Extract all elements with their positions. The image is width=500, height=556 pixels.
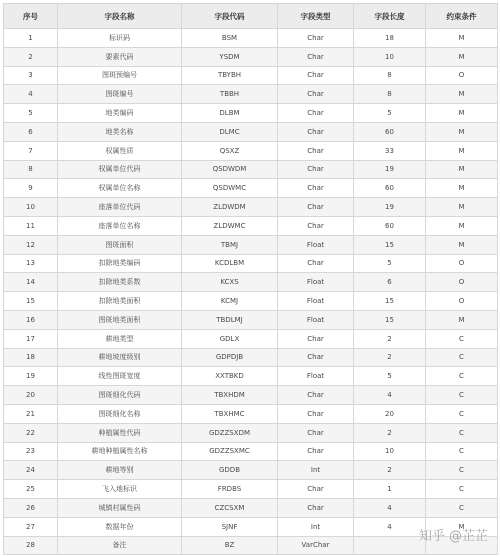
cell-field-type: Char [278, 216, 354, 235]
cell-field-name: 图斑细化代码 [58, 386, 182, 405]
cell-constraint: M [426, 216, 498, 235]
cell-field-code: ZLDWMC [182, 216, 278, 235]
cell-field-length: 4 [354, 386, 426, 405]
cell-field-code: KCXS [182, 273, 278, 292]
table-row [4, 386, 498, 405]
cell-constraint: O [426, 66, 498, 85]
table-body [4, 29, 498, 555]
cell-field-type: Char [278, 423, 354, 442]
cell-field-length: 6 [354, 273, 426, 292]
cell-field-length: 18 [354, 29, 426, 48]
cell-field-length: 1 [354, 480, 426, 499]
cell-constraint: M [426, 104, 498, 123]
cell-constraint: C [426, 329, 498, 348]
header-field-length: 字段长度 [354, 4, 426, 29]
cell-field-type: Int [278, 461, 354, 480]
cell-field-name: 座落单位名称 [58, 216, 182, 235]
table-row [4, 47, 498, 66]
cell-seq: 7 [4, 141, 58, 160]
cell-field-code: BSM [182, 29, 278, 48]
cell-field-name: 图斑面积 [58, 235, 182, 254]
cell-field-name: 备注 [58, 536, 182, 555]
cell-seq: 5 [4, 104, 58, 123]
cell-field-name: 图斑编号 [58, 85, 182, 104]
cell-field-length: 2 [354, 461, 426, 480]
header-constraint: 约束条件 [426, 4, 498, 29]
cell-seq: 21 [4, 404, 58, 423]
cell-field-length: 20 [354, 404, 426, 423]
cell-field-length: 15 [354, 292, 426, 311]
cell-field-length: 5 [354, 104, 426, 123]
table-row [4, 461, 498, 480]
table-row [4, 179, 498, 198]
cell-seq: 13 [4, 254, 58, 273]
cell-constraint: M [426, 179, 498, 198]
cell-seq: 14 [4, 273, 58, 292]
cell-constraint: M [426, 141, 498, 160]
cell-seq: 12 [4, 235, 58, 254]
cell-field-length: 2 [354, 348, 426, 367]
header-field-name: 字段名称 [58, 4, 182, 29]
cell-field-code: TBXHMC [182, 404, 278, 423]
cell-seq: 19 [4, 367, 58, 386]
cell-constraint: M [426, 29, 498, 48]
cell-field-type: Char [278, 329, 354, 348]
cell-constraint: C [426, 498, 498, 517]
table-row [4, 29, 498, 48]
cell-field-name: 数据年份 [58, 517, 182, 536]
cell-field-name: 扣除地类编码 [58, 254, 182, 273]
cell-seq: 20 [4, 386, 58, 405]
cell-field-length: 4 [354, 498, 426, 517]
cell-field-type: Char [278, 141, 354, 160]
cell-field-code: GDZZSXMC [182, 442, 278, 461]
cell-field-code: TBMJ [182, 235, 278, 254]
cell-field-length [354, 536, 426, 555]
cell-field-type: Float [278, 292, 354, 311]
cell-constraint: M [426, 235, 498, 254]
cell-field-code: XXTBKD [182, 367, 278, 386]
cell-field-type: Char [278, 85, 354, 104]
cell-field-length: 60 [354, 179, 426, 198]
cell-field-name: 权属单位名称 [58, 179, 182, 198]
cell-field-length: 19 [354, 198, 426, 217]
cell-field-code: GDZZSXDM [182, 423, 278, 442]
cell-field-name: 飞入地标识 [58, 480, 182, 499]
cell-field-name: 要素代码 [58, 47, 182, 66]
cell-field-type: Char [278, 348, 354, 367]
cell-field-name: 座落单位代码 [58, 198, 182, 217]
cell-field-length: 19 [354, 160, 426, 179]
cell-seq: 27 [4, 517, 58, 536]
cell-constraint: M [426, 517, 498, 536]
cell-field-type: Char [278, 179, 354, 198]
table-row [4, 141, 498, 160]
table-row [4, 273, 498, 292]
cell-field-name: 耕地类型 [58, 329, 182, 348]
table-row [4, 404, 498, 423]
cell-field-name: 图斑地类面积 [58, 310, 182, 329]
cell-field-name: 标识码 [58, 29, 182, 48]
cell-seq: 6 [4, 122, 58, 141]
cell-seq: 8 [4, 160, 58, 179]
cell-field-type: Char [278, 442, 354, 461]
cell-field-name: 耕地种植属性名称 [58, 442, 182, 461]
cell-seq: 22 [4, 423, 58, 442]
cell-field-name: 线性图斑宽度 [58, 367, 182, 386]
cell-field-type: Int [278, 517, 354, 536]
cell-field-type: Char [278, 66, 354, 85]
header-field-code: 字段代码 [182, 4, 278, 29]
cell-constraint: M [426, 310, 498, 329]
cell-field-length: 15 [354, 310, 426, 329]
cell-field-length: 8 [354, 85, 426, 104]
cell-seq: 15 [4, 292, 58, 311]
table-row [4, 423, 498, 442]
cell-field-code: KCMJ [182, 292, 278, 311]
cell-field-name: 图斑细化名称 [58, 404, 182, 423]
table-row [4, 216, 498, 235]
cell-constraint: C [426, 461, 498, 480]
cell-field-code: CZCSXM [182, 498, 278, 517]
cell-field-name: 扣除地类面积 [58, 292, 182, 311]
cell-constraint: M [426, 122, 498, 141]
cell-seq: 3 [4, 66, 58, 85]
cell-constraint: O [426, 273, 498, 292]
cell-constraint: C [426, 348, 498, 367]
cell-field-length: 2 [354, 423, 426, 442]
cell-field-length: 8 [354, 66, 426, 85]
cell-field-length: 60 [354, 122, 426, 141]
cell-field-code: ZLDWDM [182, 198, 278, 217]
cell-field-length: 60 [354, 216, 426, 235]
table-header-row [4, 4, 498, 29]
table-row [4, 85, 498, 104]
cell-field-name: 耕地等别 [58, 461, 182, 480]
table-row [4, 66, 498, 85]
cell-field-code: DLBM [182, 104, 278, 123]
cell-seq: 25 [4, 480, 58, 499]
cell-field-code: GDLX [182, 329, 278, 348]
table-row [4, 442, 498, 461]
cell-field-code: QSXZ [182, 141, 278, 160]
cell-field-type: Char [278, 104, 354, 123]
table-row [4, 310, 498, 329]
cell-seq: 2 [4, 47, 58, 66]
cell-field-name: 权属性质 [58, 141, 182, 160]
cell-constraint: C [426, 367, 498, 386]
cell-field-type: Float [278, 367, 354, 386]
cell-field-code: YSDM [182, 47, 278, 66]
table-row [4, 254, 498, 273]
cell-seq: 23 [4, 442, 58, 461]
table-row [4, 235, 498, 254]
cell-field-length: 4 [354, 517, 426, 536]
cell-field-type: Char [278, 404, 354, 423]
cell-constraint: M [426, 198, 498, 217]
cell-field-code: TBBH [182, 85, 278, 104]
cell-seq: 16 [4, 310, 58, 329]
cell-field-type: Char [278, 29, 354, 48]
cell-field-length: 5 [354, 367, 426, 386]
cell-field-name: 扣除地类系数 [58, 273, 182, 292]
cell-constraint: M [426, 85, 498, 104]
cell-field-length: 15 [354, 235, 426, 254]
table-row [4, 329, 498, 348]
table-row [4, 198, 498, 217]
cell-constraint: M [426, 160, 498, 179]
cell-field-name: 地类编码 [58, 104, 182, 123]
cell-field-code: GDPDJB [182, 348, 278, 367]
cell-constraint: O [426, 254, 498, 273]
cell-field-code: QSDWMC [182, 179, 278, 198]
cell-field-name: 种植属性代码 [58, 423, 182, 442]
cell-seq: 17 [4, 329, 58, 348]
table-row [4, 104, 498, 123]
table-row [4, 292, 498, 311]
cell-seq: 28 [4, 536, 58, 555]
cell-field-type: Float [278, 235, 354, 254]
cell-constraint: C [426, 386, 498, 405]
cell-field-name: 权属单位代码 [58, 160, 182, 179]
cell-field-type: Char [278, 198, 354, 217]
cell-field-length: 5 [354, 254, 426, 273]
cell-seq: 18 [4, 348, 58, 367]
cell-field-code: TBDLMJ [182, 310, 278, 329]
cell-constraint: C [426, 480, 498, 499]
cell-field-type: Char [278, 254, 354, 273]
cell-field-type: Char [278, 480, 354, 499]
cell-field-length: 10 [354, 442, 426, 461]
cell-constraint: O [426, 292, 498, 311]
cell-constraint: C [426, 423, 498, 442]
watermark: 知乎 @芷芷 [418, 529, 488, 544]
table-row [4, 122, 498, 141]
table-row [4, 160, 498, 179]
cell-seq: 9 [4, 179, 58, 198]
cell-field-code: SJNF [182, 517, 278, 536]
cell-seq: 26 [4, 498, 58, 517]
cell-field-length: 33 [354, 141, 426, 160]
cell-field-code: QSDWDM [182, 160, 278, 179]
cell-field-type: Char [278, 122, 354, 141]
field-definition-table-container [3, 3, 497, 555]
table-row [4, 480, 498, 499]
cell-constraint: M [426, 47, 498, 66]
field-definition-table [3, 3, 498, 555]
cell-constraint: C [426, 404, 498, 423]
cell-field-code: KCDLBM [182, 254, 278, 273]
cell-field-name: 地类名称 [58, 122, 182, 141]
cell-field-type: Char [278, 498, 354, 517]
cell-field-name: 城镇村属性码 [58, 498, 182, 517]
cell-field-code: FRDBS [182, 480, 278, 499]
cell-field-length: 10 [354, 47, 426, 66]
cell-seq: 10 [4, 198, 58, 217]
cell-field-code: GDDB [182, 461, 278, 480]
cell-field-length: 2 [354, 329, 426, 348]
cell-seq: 1 [4, 29, 58, 48]
cell-seq: 4 [4, 85, 58, 104]
cell-seq: 11 [4, 216, 58, 235]
header-seq: 序号 [4, 4, 58, 29]
cell-field-type: VarChar [278, 536, 354, 555]
cell-field-type: Char [278, 160, 354, 179]
header-field-type: 字段类型 [278, 4, 354, 29]
cell-seq: 24 [4, 461, 58, 480]
cell-constraint: C [426, 442, 498, 461]
cell-field-code: DLMC [182, 122, 278, 141]
cell-field-name: 图斑预编号 [58, 66, 182, 85]
cell-field-type: Char [278, 47, 354, 66]
table-row [4, 367, 498, 386]
cell-field-type: Float [278, 273, 354, 292]
cell-field-code: TBXHDM [182, 386, 278, 405]
cell-field-type: Float [278, 310, 354, 329]
cell-field-type: Char [278, 386, 354, 405]
cell-field-code: BZ [182, 536, 278, 555]
table-row [4, 348, 498, 367]
cell-field-name: 耕地坡度级别 [58, 348, 182, 367]
cell-field-code: TBYBH [182, 66, 278, 85]
table-row [4, 498, 498, 517]
